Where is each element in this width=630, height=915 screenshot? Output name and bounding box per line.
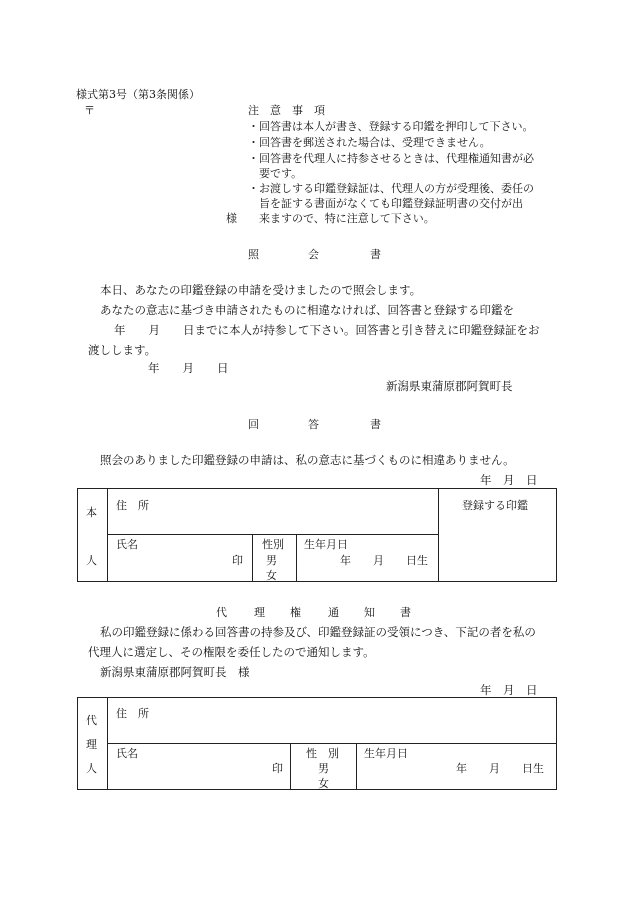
answer-title-char: 答 [308,418,319,431]
answer-title-char: 書 [370,418,381,431]
inquiry-line: 本日、あなたの印鑑登録の申請を受けましたので照会します。 [100,283,422,297]
inquiry-line: 年 月 日までに本人が持参して下さい。回答書と引き替えに印鑑登録証をお [114,323,540,337]
answer-statement: 照会のありました印鑑登録の申請は、私の意志に基づくものに相違ありません。 [100,453,515,467]
address-label: 住 所 [116,499,149,512]
proxy-title-char: 代 [216,606,227,619]
notes-title: 注 意 事 項 [248,104,325,117]
dob-label: 生年月日 [304,538,348,551]
proxy-title-char: 権 [290,606,301,619]
sex-female[interactable]: 女 [318,777,329,790]
dob-format: 年 月 日生 [340,554,428,567]
note-line: ・回答書を郵送された場合は、受理できません。 [248,136,491,149]
proxy-line: 代理人に選定し、その権限を委任したので通知します。 [88,645,375,659]
name-label: 氏名 [116,747,138,760]
sex-label: 性別 [262,538,284,551]
inquiry-title-char: 会 [308,248,319,261]
sex-label: 性 別 [306,747,339,760]
dob-format: 年 月 日生 [456,762,544,775]
inquiry-line: あなたの意志に基づき申請されたものに相違なければ、回答書と登録する印鑑を [100,303,514,317]
postal-mark: 〒 [84,104,95,117]
proxy-date: 年 月 日 [480,683,538,697]
inquiry-line: 渡しします。 [88,343,157,357]
proxy-title-char: 知 [364,606,375,619]
note-line: 要です。 [248,167,303,180]
form-number: 様式第3号（第3条関係） [76,88,200,101]
agent-char: 代 [86,714,97,727]
dob-label: 生年月日 [364,747,408,760]
seal-label: 登録する印鑑 [462,499,528,512]
note-line: ・回答書を代理人に持参させるときは、代理権通知書が必 [248,152,534,165]
seal-mark: 印 [272,762,283,775]
note-line: 旨を証する書面がなくても印鑑登録証明書の交付が出 [248,197,523,210]
inquiry-title-char: 照 [248,248,259,261]
note-line: ・お渡しする印鑑登録証は、代理人の方が受理後、委任の [248,182,534,195]
person-char: 人 [86,554,97,567]
person-char: 本 [86,506,97,519]
answer-title-char: 回 [248,418,259,431]
proxy-line: 私の印鑑登録に係わる回答書の持参及び、印鑑登録証の受領につき、下記の者を私の [100,625,536,639]
proxy-addressee: 新潟県東蒲原郡阿賀町長 様 [100,665,250,679]
sex-male[interactable]: 男 [266,554,277,567]
sama-label: 様 [226,212,237,225]
seal-mark: 印 [232,554,243,567]
sex-male[interactable]: 男 [318,762,329,775]
sex-female[interactable]: 女 [266,569,277,582]
inquiry-issuer: 新潟県東蒲原郡阿賀町長 [386,379,513,393]
inquiry-date: 年 月 日 [148,361,229,375]
agent-char: 人 [86,762,97,775]
inquiry-title-char: 書 [370,248,381,261]
proxy-title-char: 通 [328,606,339,619]
proxy-title-char: 理 [254,606,265,619]
note-line: ・回答書は本人が書き、登録する印鑑を押印して下さい。 [248,120,534,133]
answer-date: 年 月 日 [480,473,538,487]
note-line: 来ますので、特に注意して下さい。 [248,212,435,225]
proxy-title-char: 書 [400,606,411,619]
name-label: 氏名 [116,538,138,551]
agent-char: 理 [86,738,97,751]
address-label: 住 所 [116,707,149,720]
